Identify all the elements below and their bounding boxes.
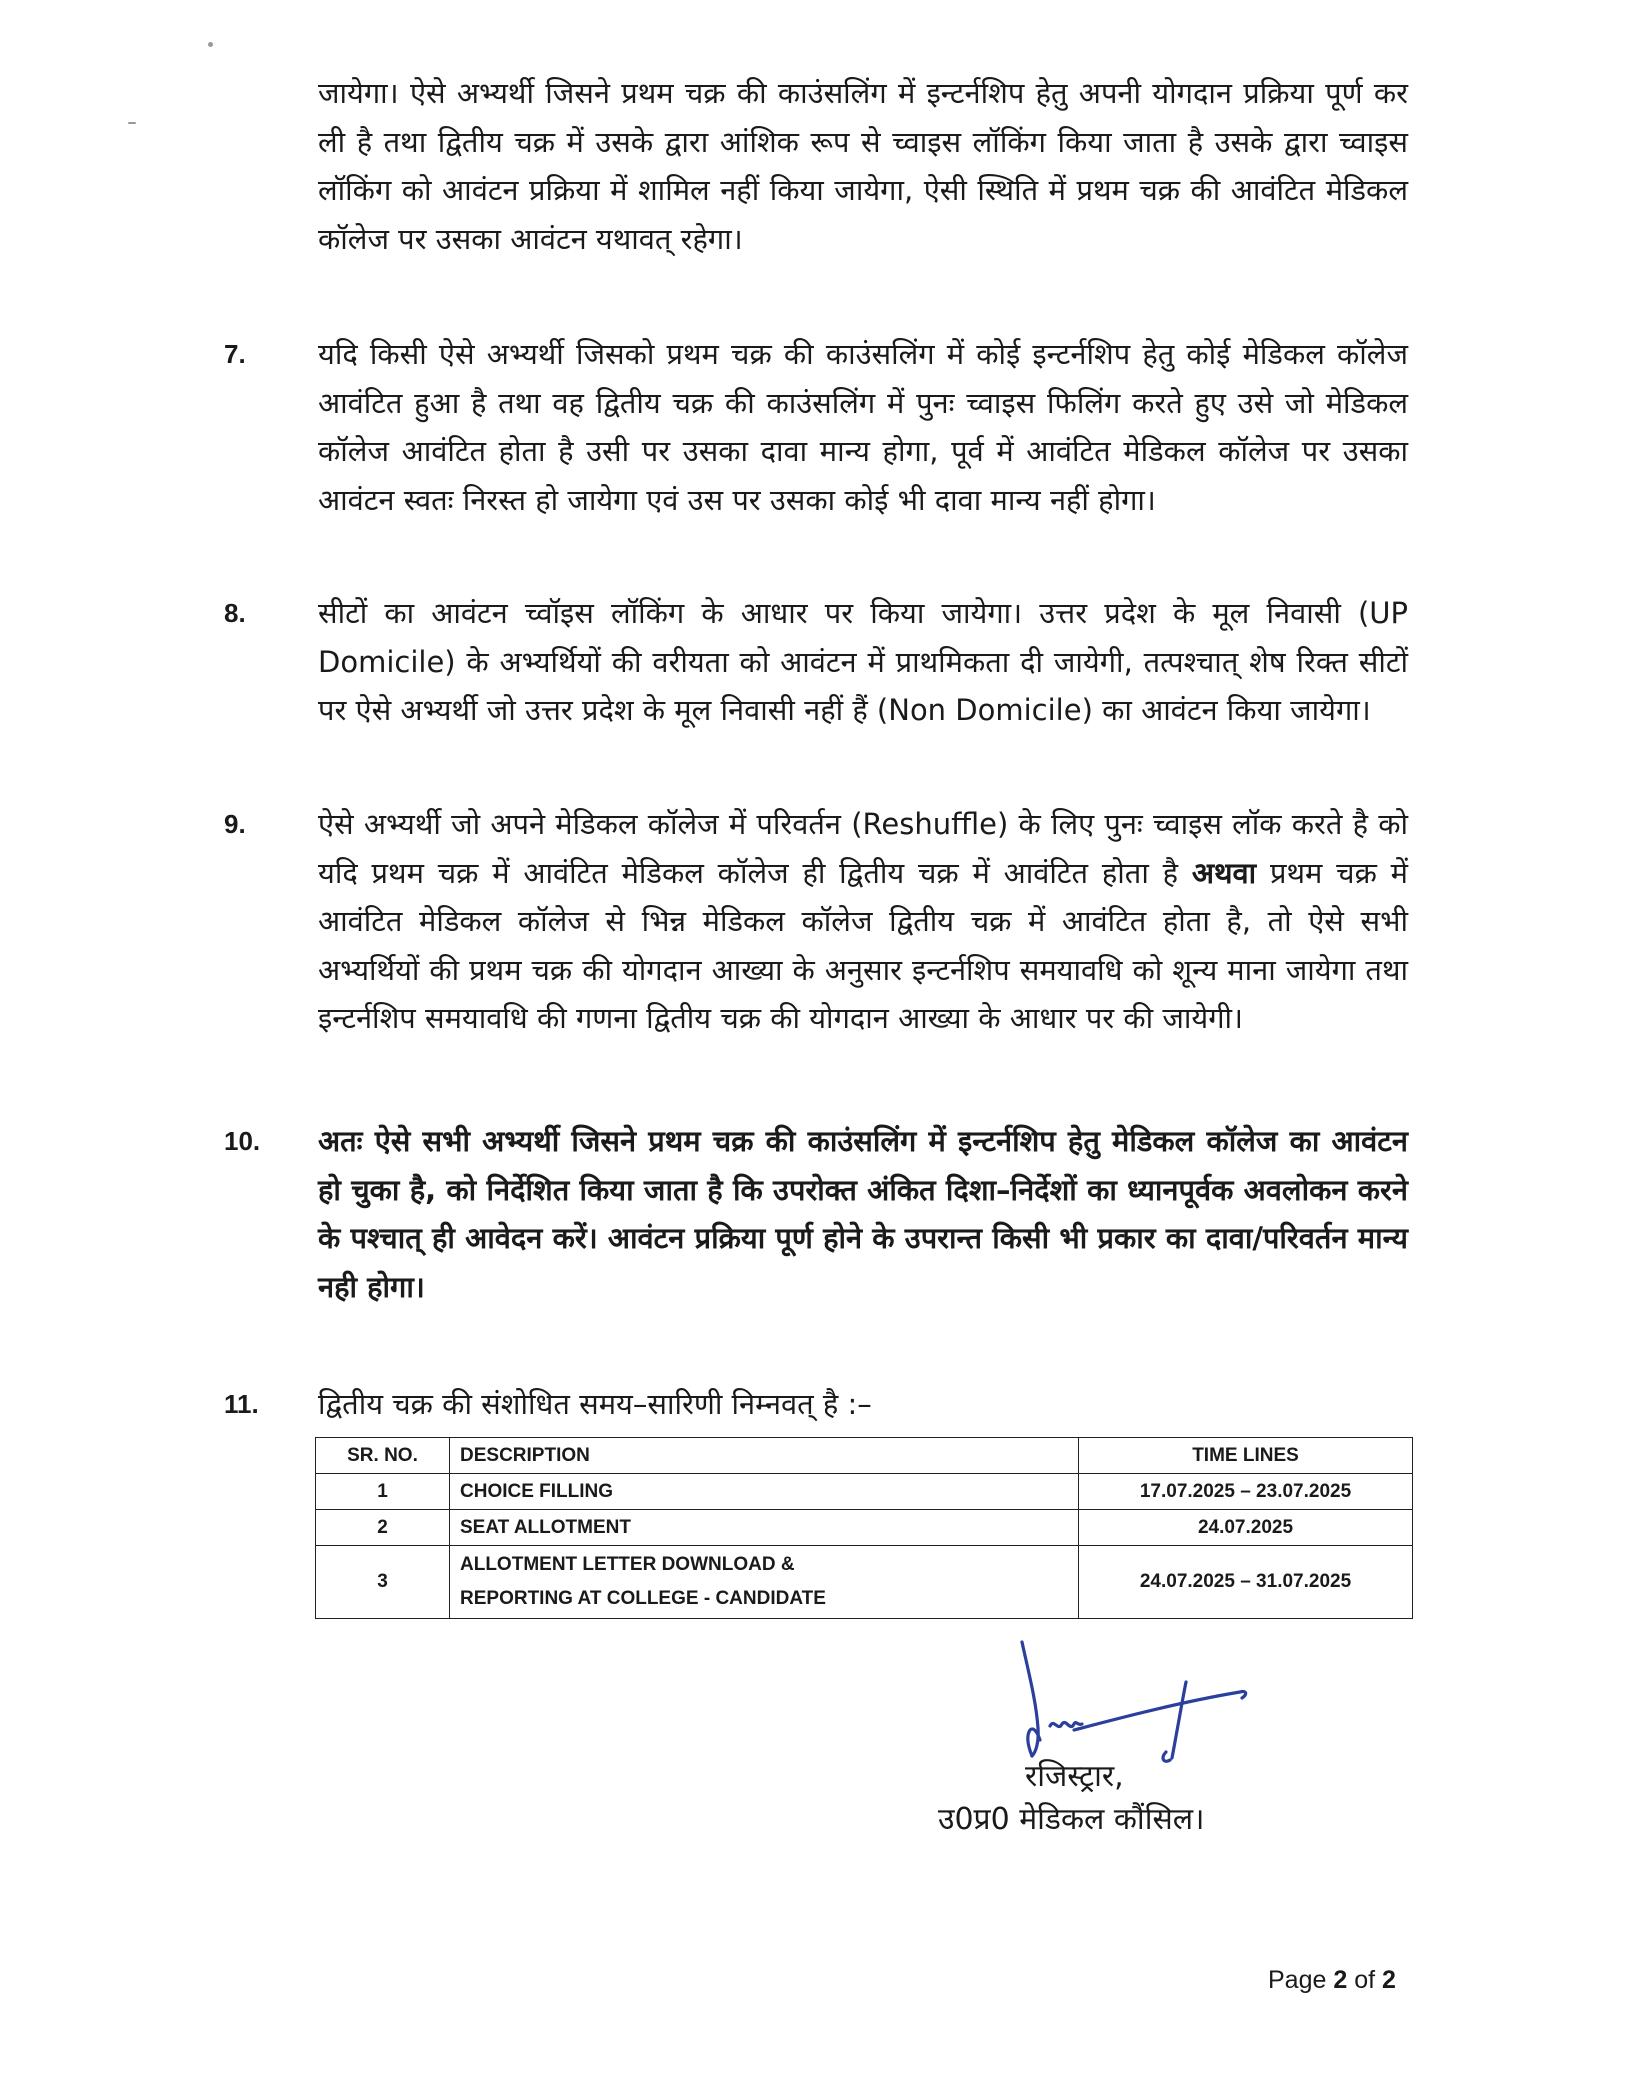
paragraph-9-part-a: ऐसे अभ्यर्थी जो अपने मेडिकल कॉलेज में परिवर्तन (Reshuffle) के लिए पुनः च्वाइस लॉक करते है को यदि प्रथम चक्र में आवंटित मेडिकल कॉलेज ही द्वितीय चक्र में आवंटित होता है bbox=[318, 807, 1408, 890]
page-prefix: Page bbox=[1268, 1966, 1334, 1994]
timeline-table bbox=[315, 1437, 1413, 1619]
header-description: DESCRIPTION bbox=[450, 1438, 1079, 1474]
cell-sr: 1 bbox=[316, 1474, 450, 1510]
paragraph-continued: जायेगा। ऐसे अभ्यर्थी जिसने प्रथम चक्र की काउंसलिंग में इन्टर्नशिप हेतु अपनी योगदान प्रक्रिया पूर्ण कर ली है तथा द्वितीय चक्र में उसके द्वारा आंशिक रूप से च्वाइस लॉकिंग किया जाता है उसके द्वारा च्वाइस लॉकिंग को आवंटन प्रक्रिया में शामिल नहीं किया जायेगा, ऐसी स्थिति में प्रथम चक्र की आवंटित मेडिकल कॉलेज पर उसका आवंटन यथावत् रहेगा। bbox=[318, 76, 1408, 256]
cell-sr: 2 bbox=[316, 1510, 450, 1546]
item-number-11: 11. bbox=[224, 1389, 259, 1419]
table-row bbox=[316, 1510, 1413, 1546]
paragraph-11: द्वितीय चक्र की संशोधित समय–सारिणी निम्नवत् है :– bbox=[318, 1387, 872, 1421]
cell-sr: 3 bbox=[316, 1546, 450, 1619]
cell-time: 24.07.2025 – 31.07.2025 bbox=[1079, 1546, 1413, 1619]
paragraph-7: यदि किसी ऐसे अभ्यर्थी जिसको प्रथम चक्र की काउंसलिंग में कोई इन्टर्नशिप हेतु कोई मेडिकल कॉलेज आवंटित हुआ है तथा वह द्वितीय चक्र की काउंसलिंग में पुनः च्वाइस फिलिंग करते हुए उसे जो मेडिकल कॉलेज आवंटित होता है उसी पर उसका दावा मान्य होगा, पूर्व में आवंटित मेडिकल कॉलेज पर उसका आवंटन स्वतः निरस्त हो जायेगा एवं उस पर उसका कोई भी दावा मान्य नहीं होगा। bbox=[318, 337, 1408, 517]
paragraph-8: सीटों का आवंटन च्वॉइस लॉकिंग के आधार पर किया जायेगा। उत्तर प्रदेश के मूल निवासी (UP Domicile) के अभ्यर्थियों की वरीयता को आवंटन में प्राथमिकता दी जायेगी, तत्पश्चात् शेष रिक्त सीटों पर ऐसे अभ्यर्थी जो उत्तर प्रदेश के मूल निवासी नहीं हैं (Non Domicile) का आवंटन किया जायेगा। bbox=[318, 596, 1408, 727]
page-number bbox=[1268, 1966, 1396, 1995]
paragraph-9 bbox=[318, 800, 1408, 1043]
cell-time: 17.07.2025 – 23.07.2025 bbox=[1079, 1474, 1413, 1510]
page-mid: of bbox=[1347, 1966, 1382, 1994]
paragraph-9-emphasis: अथवा bbox=[1191, 855, 1257, 890]
header-time-lines: TIME LINES bbox=[1079, 1438, 1413, 1474]
cell-time: 24.07.2025 bbox=[1079, 1510, 1413, 1546]
table-row bbox=[316, 1546, 1413, 1619]
signatory-title: रजिस्ट्रार, bbox=[1025, 1759, 1124, 1794]
table-header-row bbox=[316, 1438, 1413, 1474]
cell-description-line-1: ALLOTMENT LETTER DOWNLOAD & bbox=[460, 1554, 795, 1575]
cell-description bbox=[450, 1546, 1079, 1619]
cell-description: SEAT ALLOTMENT bbox=[450, 1510, 1079, 1546]
paragraph-10: अतः ऐसे सभी अभ्यर्थी जिसने प्रथम चक्र की काउंसलिंग में इन्टर्नशिप हेतु मेडिकल कॉलेज का आवंटन हो चुका है, को निर्देशित किया जाता है कि उपरोक्त अंकित दिशा–निर्देशों का ध्यानपूर्वक अवलोकन करने के पश्चात् ही आवेदन करें। आवंटन प्रक्रिया पूर्ण होने के उपरान्त किसी भी प्रकार का दावा/परिवर्तन मान्य नही होगा। bbox=[318, 1124, 1408, 1304]
scan-speck bbox=[128, 122, 136, 124]
item-number-9: 9. bbox=[224, 809, 246, 839]
item-number-7: 7. bbox=[224, 339, 246, 369]
page-current: 2 bbox=[1333, 1966, 1348, 1994]
signatory-organization: उ0प्र0 मेडिकल कौंसिल। bbox=[938, 1802, 1205, 1837]
table-row bbox=[316, 1474, 1413, 1510]
item-number-8: 8. bbox=[224, 598, 246, 628]
item-number-10: 10. bbox=[224, 1126, 261, 1156]
paragraph-9-part-b: प्रथम चक्र में आवंटित मेडिकल कॉलेज से भिन्न मेडिकल कॉलेज द्वितीय चक्र में आवंटित होता है, तो ऐसे सभी अभ्यर्थियों की प्रथम चक्र की योगदान आख्या के अनुसार इन्टर्नशिप समयावधि को शून्य माना जायेगा तथा इन्टर्नशिप समयावधि की गणना द्वितीय चक्र की योगदान आख्या के आधार पर की जायेगी। bbox=[318, 855, 1408, 1035]
header-sr-no: SR. NO. bbox=[316, 1438, 450, 1474]
cell-description-line-2: REPORTING AT COLLEGE - CANDIDATE bbox=[460, 1588, 826, 1609]
cell-description: CHOICE FILLING bbox=[450, 1474, 1079, 1510]
page-total: 2 bbox=[1382, 1966, 1396, 1994]
scan-speck bbox=[208, 42, 213, 47]
